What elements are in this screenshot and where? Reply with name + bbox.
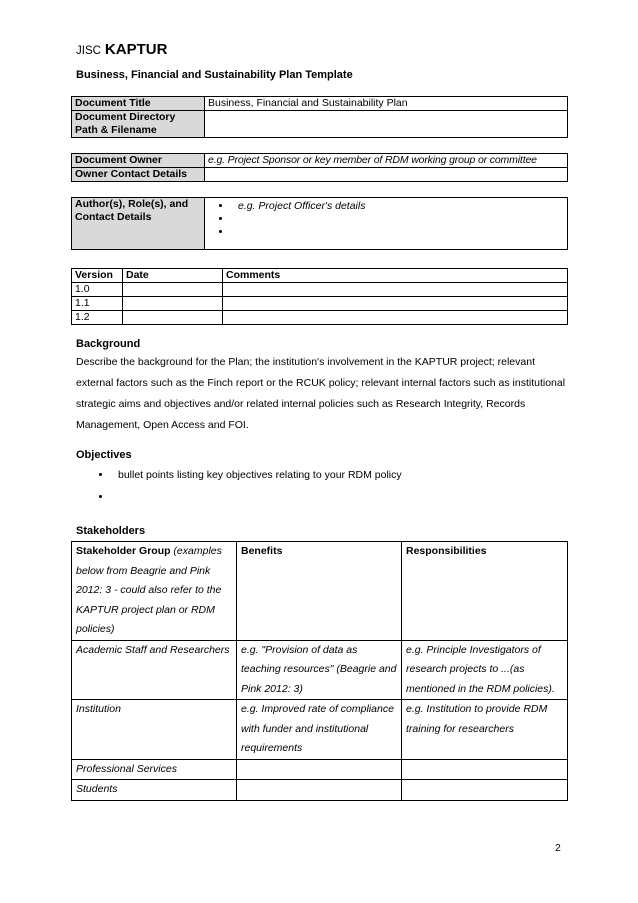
stakeholder-group: Institution: [72, 700, 237, 760]
owner-table: [71, 153, 568, 182]
table-row: [72, 297, 568, 311]
objectives-list: [94, 464, 402, 508]
table-header-row: [72, 542, 568, 641]
comments-header: Comments: [223, 269, 568, 283]
objective-bullet: [112, 486, 402, 508]
table-row: [72, 311, 568, 325]
stakeholder-benefits: e.g. Improved rate of compliance with funder and institutional requirements: [237, 700, 402, 760]
version-header: Version: [72, 269, 123, 283]
background-heading: Background: [76, 338, 141, 350]
info-table: [71, 96, 568, 138]
background-text: Describe the background for the Plan; the institution's involvement in the KAPTUR project; relevant external factors such as the Finch report or the RCUK policy; relevant internal factors such as institutional strategic aims and objectives and/or related internal policies such as Research Integrity, Records Management, Open Access and FOI.: [76, 356, 566, 431]
stakeholder-group: Academic Staff and Researchers: [72, 640, 237, 700]
table-row: [72, 283, 568, 297]
stakeholder-group-label: Stakeholder Group: [76, 545, 171, 557]
benefits-header: Benefits: [237, 542, 402, 641]
owner-value: e.g. Project Sponsor or key member of RDM working group or committee: [205, 154, 568, 168]
author-bullet: [232, 226, 564, 239]
table-row: [72, 154, 568, 168]
stakeholders-table: [71, 541, 568, 801]
table-row: [72, 640, 568, 700]
info-label: Document Directory Path & Filename: [72, 111, 205, 138]
header-org: JISC: [76, 45, 101, 57]
date-cell: [123, 311, 223, 325]
authors-label: Author(s), Role(s), and Contact Details: [72, 198, 205, 250]
date-header: Date: [123, 269, 223, 283]
table-row: [72, 168, 568, 182]
date-cell: [123, 283, 223, 297]
date-cell: [123, 297, 223, 311]
authors-table: [71, 197, 568, 250]
comments-cell: [223, 283, 568, 297]
stakeholders-heading: Stakeholders: [76, 525, 146, 537]
version-cell: 1.2: [72, 311, 123, 325]
table-row: [72, 111, 568, 138]
stakeholder-responsibilities: e.g. Principle Investigators of research projects to ...(as mentioned in the RDM policies).: [402, 640, 568, 700]
stakeholder-benefits: e.g. "Provision of data as teaching resources" (Beagrie and Pink 2012: 3): [237, 640, 402, 700]
responsibilities-header: Responsibilities: [402, 542, 568, 641]
stakeholder-group-note: (examples below from Beagrie and Pink 2012: 3 - could also refer to the KAPTUR project plan or RDM policies): [76, 545, 222, 635]
authors-value: [205, 198, 568, 250]
table-row: [72, 759, 568, 780]
info-value: [205, 111, 568, 138]
page-number: 2: [555, 842, 561, 854]
stakeholder-benefits: [237, 759, 402, 780]
stakeholder-group: Students: [72, 780, 237, 801]
stakeholder-group-header: [72, 542, 237, 641]
version-table: [71, 268, 568, 325]
version-cell: 1.0: [72, 283, 123, 297]
stakeholder-responsibilities: e.g. Institution to provide RDM training for researchers: [402, 700, 568, 760]
info-label: Document Title: [72, 97, 205, 111]
author-bullet: • e.g. Project Officer's details: [232, 200, 564, 213]
table-header-row: [72, 269, 568, 283]
stakeholder-benefits: [237, 780, 402, 801]
header-brand: KAPTUR: [104, 41, 168, 58]
table-row: [72, 780, 568, 801]
objective-bullet: • bullet points listing key objectives relating to your RDM policy: [112, 464, 402, 486]
table-row: [72, 700, 568, 760]
stakeholder-responsibilities: [402, 780, 568, 801]
version-cell: 1.1: [72, 297, 123, 311]
author-bullet: [232, 213, 564, 226]
owner-label: Document Owner: [72, 154, 205, 168]
stakeholder-responsibilities: [402, 759, 568, 780]
page-header: [76, 41, 167, 58]
info-value: Business, Financial and Sustainability Plan: [205, 97, 568, 111]
stakeholder-group: Professional Services: [72, 759, 237, 780]
table-row: [72, 97, 568, 111]
table-row: [72, 198, 568, 250]
owner-value: [205, 168, 568, 182]
document-title: Business, Financial and Sustainability Plan Template: [76, 69, 353, 81]
comments-cell: [223, 311, 568, 325]
objectives-heading: Objectives: [76, 449, 132, 461]
owner-label: Owner Contact Details: [72, 168, 205, 182]
comments-cell: [223, 297, 568, 311]
